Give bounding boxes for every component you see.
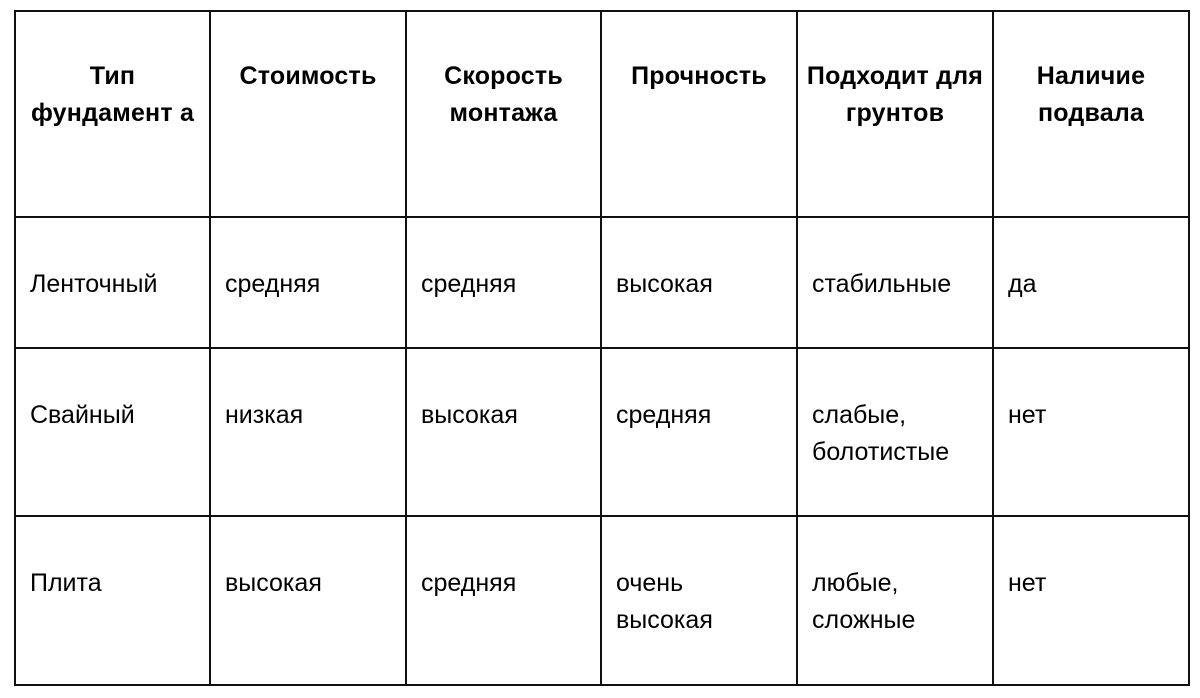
cell-strength: высокая — [601, 217, 797, 348]
cell-suitable-soils: стабильные — [797, 217, 993, 348]
cell-strength: средняя — [601, 348, 797, 516]
cell-strength: очень высокая — [601, 516, 797, 685]
header-row — [15, 11, 1189, 217]
cell-install-speed: средняя — [406, 516, 601, 685]
foundation-comparison-table — [14, 10, 1190, 686]
cell-foundation-type: Свайный — [15, 348, 210, 516]
cell-basement: нет — [993, 348, 1189, 516]
table-row — [15, 217, 1189, 348]
cell-basement: да — [993, 217, 1189, 348]
cell-cost: высокая — [210, 516, 406, 685]
cell-install-speed: высокая — [406, 348, 601, 516]
header-suitable-soils: Подходит для грунтов — [797, 11, 993, 217]
cell-cost: низкая — [210, 348, 406, 516]
header-basement: Наличие подвала — [993, 11, 1189, 217]
header-strength: Прочность — [601, 11, 797, 217]
cell-suitable-soils: любые, сложные — [797, 516, 993, 685]
header-foundation-type: Тип фундамент а — [15, 11, 210, 217]
table-row — [15, 516, 1189, 685]
cell-install-speed: средняя — [406, 217, 601, 348]
cell-foundation-type: Плита — [15, 516, 210, 685]
cell-foundation-type: Ленточный — [15, 217, 210, 348]
header-cost: Стоимость — [210, 11, 406, 217]
table-row — [15, 348, 1189, 516]
cell-cost: средняя — [210, 217, 406, 348]
cell-suitable-soils: слабые, болотистые — [797, 348, 993, 516]
cell-basement: нет — [993, 516, 1189, 685]
header-install-speed: Скорость монтажа — [406, 11, 601, 217]
